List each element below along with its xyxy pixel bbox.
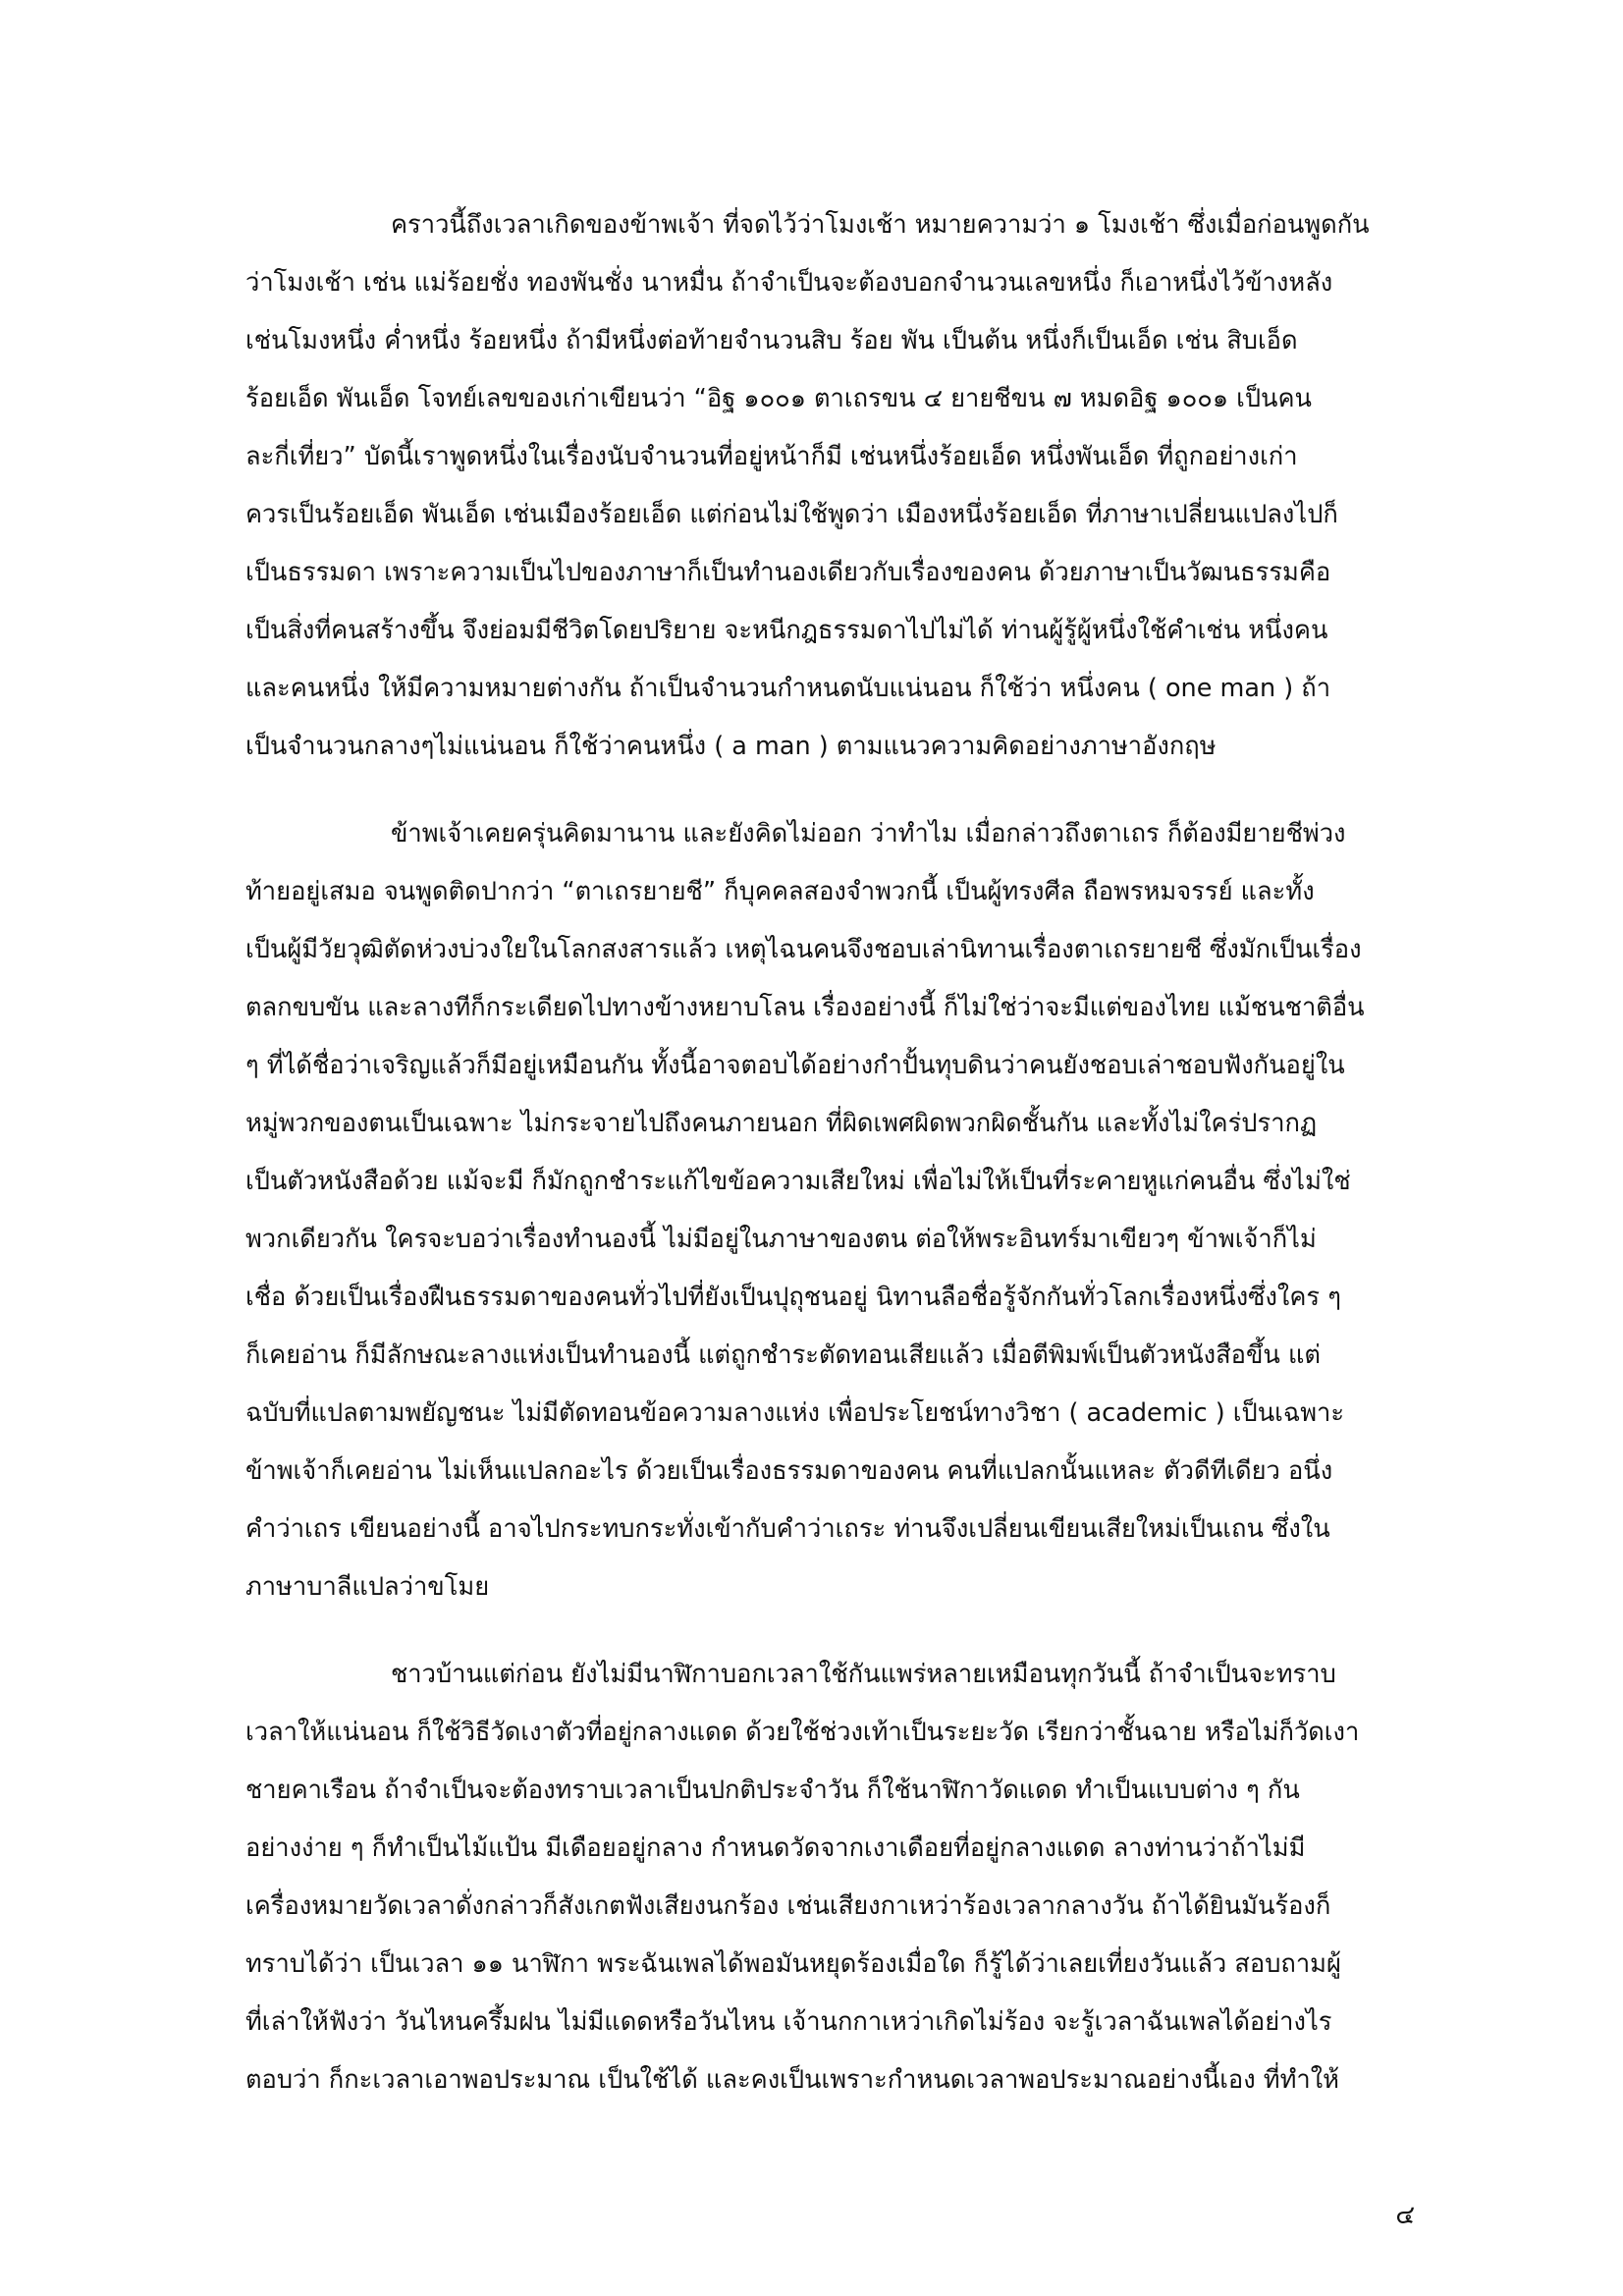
text-line: หมู่พวกของตนเป็นเฉพาะ ไม่กระจายไปถึงคนภายนอก ที่ผิดเพศผิดพวกผิดชั้นกัน และทั้งไม่ใคร่ปรากฏ xyxy=(245,1109,1318,1138)
text-line: เป็นผู้มีวัยวุฒิตัดห่วงบ่วงใยในโลกสงสารแล้ว เหตุไฉนคนจึงชอบเล่านิทานเรื่องตาเถรยายชี ซึ่งมักเป็นเรื่อง xyxy=(245,935,1362,964)
text-line: พวกเดียวกัน ใครจะบอว่าเรื่องทำนองนี้ ไม่มีอยู่ในภาษาของตน ต่อให้พระอินทร์มาเขียวๆ ข้าพเจ้าก็ไม่ xyxy=(245,1225,1317,1254)
text-line: ข้าพเจ้าเคยครุ่นคิดมานาน และยังคิดไม่ออก ว่าทำไม เมื่อกล่าวถึงตาเถร ก็ต้องมียายชีพ่วง xyxy=(391,819,1346,848)
text-line: ท้ายอยู่เสมอ จนพูดติดปากว่า “ตาเถรยายชี” ก็บุคคลสองจำพวกนี้ เป็นผู้ทรงศีล ถือพรหมจรรย์ และทั้ง xyxy=(245,877,1315,906)
page-number: ๔ xyxy=(1395,2201,1415,2230)
text-line: ควรเป็นร้อยเอ็ด พันเอ็ด เช่นเมืองร้อยเอ็ด แต่ก่อนไม่ใช้พูดว่า เมืองหนึ่งร้อยเอ็ด ที่ภาษาเปลี่ยนแปลงไปก็ xyxy=(245,500,1338,529)
text-line: ฉบับที่แปลตามพยัญชนะ ไม่มีตัดทอนข้อความลางแห่ง เพื่อประโยชน์ทางวิชา ( academic ) เป็นเฉพาะ xyxy=(245,1398,1345,1428)
text-line: คราวนี้ถึงเวลาเกิดของข้าพเจ้า ที่จดไว้ว่าโมงเช้า หมายความว่า ๑ โมงเช้า ซึ่งเมื่อก่อนพูดกัน xyxy=(391,210,1370,240)
text-line: เป็นจำนวนกลางๆไม่แน่นอน ก็ใช้ว่าคนหนึ่ง ( a man ) ตามแนวความคิดอย่างภาษาอังกฤษ xyxy=(245,732,1217,761)
text-line: ข้าพเจ้าก็เคยอ่าน ไม่เห็นแปลกอะไร ด้วยเป็นเรื่องธรรมดาของคน คนที่แปลกนั้นแหละ ตัวดีทีเดียว อนึ่ง xyxy=(245,1456,1333,1486)
text-line: ร้อยเอ็ด พันเอ็ด โจทย์เลขของเก่าเขียนว่า “อิฐ ๑๐๐๑ ตาเถรขน ๔ ยายชีขน ๗ หมดอิฐ ๑๐๐๑ เป็นคน xyxy=(245,384,1312,413)
text-line: และคนหนึ่ง ให้มีความหมายต่างกัน ถ้าเป็นจำนวนกำหนดนับแน่นอน ก็ใช้ว่า หนึ่งคน ( one man ) ถ้า xyxy=(245,674,1331,703)
text-line: ภาษาบาลีแปลว่าขโมย xyxy=(245,1572,490,1602)
body-text xyxy=(245,196,1414,2109)
text-line: เชื่อ ด้วยเป็นเรื่องฝืนธรรมดาของคนทั่วไปที่ยังเป็นปุถุชนอยู่ นิทานลือชื่อรู้จักกันทั่วโลกเรื่องหนึ่งซึ่งใคร ๆ xyxy=(245,1283,1341,1312)
paragraph-3 xyxy=(245,1646,1414,2109)
text-line: เครื่องหมายวัดเวลาดั่งกล่าวก็สังเกตฟังเสียงนกร้อง เช่นเสียงกาเหว่าร้องเวลากลางวัน ถ้าได้ยินมันร้องก็ xyxy=(245,1891,1331,1921)
text-line: ตอบว่า ก็กะเวลาเอาพอประมาณ เป็นใช้ได้ และคงเป็นเพราะกำหนดเวลาพอประมาณอย่างนี้เอง ที่ทำให้ xyxy=(245,2065,1339,2095)
text-line: อย่างง่าย ๆ ก็ทำเป็นไม้แป้น มีเดือยอยู่กลาง กำหนดวัดจากเงาเดือยที่อยู่กลางแดด ลางท่านว่าถ้าไม่มี xyxy=(245,1833,1306,1863)
text-line: เป็นธรรมดา เพราะความเป็นไปของภาษาก็เป็นทำนองเดียวกับเรื่องของคน ด้วยภาษาเป็นวัฒนธรรมคือ xyxy=(245,558,1331,587)
paragraph-2 xyxy=(245,805,1414,1616)
text-line: เป็นตัวหนังสือด้วย แม้จะมี ก็มักถูกชำระแก้ไขข้อความเสียใหม่ เพื่อไม่ให้เป็นที่ระคายหูแก่คนอื่น ซึ่งไม่ใช่ xyxy=(245,1167,1351,1196)
paragraph-spacer xyxy=(245,776,1414,805)
text-line: ชายคาเรือน ถ้าจำเป็นจะต้องทราบเวลาเป็นปกติประจำวัน ก็ใช้นาฬิกาวัดแดด ทำเป็นแบบต่าง ๆ กัน xyxy=(245,1776,1300,1805)
text-line: คำว่าเถร เขียนอย่างนี้ อาจไปกระทบกระทั่งเข้ากับคำว่าเถระ ท่านจึงเปลี่ยนเขียนเสียใหม่เป็นเถน ซึ่งใน xyxy=(245,1514,1330,1544)
text-line: เช่นโมงหนึ่ง ค่ำหนึ่ง ร้อยหนึ่ง ถ้ามีหนึ่งต่อท้ายจำนวนสิบ ร้อย พัน เป็นต้น หนึ่งก็เป็นเอ็ด เช่น สิบเอ็ด xyxy=(245,326,1298,355)
text-line: ที่เล่าให้ฟังว่า วันไหนครึ้มฝน ไม่มีแดดหรือวันไหน เจ้านกกาเหว่าเกิดไม่ร้อง จะรู้เวลาฉันเพลได้อย่างไร xyxy=(245,2007,1332,2037)
text-line: ละกี่เที่ยว” บัดนี้เราพูดหนึ่งในเรื่องนับจำนวนที่อยู่หน้าก็มี เช่นหนึ่งร้อยเอ็ด หนึ่งพันเอ็ด ที่ถูกอย่างเก่า xyxy=(245,442,1298,471)
paragraph-spacer xyxy=(245,1616,1414,1646)
text-line: ๆ ที่ได้ชื่อว่าเจริญแล้วก็มีอยู่เหมือนกัน ทั้งนี้อาจตอบได้อย่างกำปั้นทุบดินว่าคนยังชอบเล่าชอบฟังกันอยู่ใน xyxy=(245,1051,1345,1080)
text-line: ชาวบ้านแต่ก่อน ยังไม่มีนาฬิกาบอกเวลาใช้กันแพร่หลายเหมือนทุกวันนี้ ถ้าจำเป็นจะทราบ xyxy=(391,1660,1336,1689)
text-line: ว่าโมงเช้า เช่น แม่ร้อยชั่ง ทองพันชั่ง นาหมื่น ถ้าจำเป็นจะต้องบอกจำนวนเลขหนึ่ง ก็เอาหนึ่งไว้ข้างหลัง xyxy=(245,268,1333,298)
text-line: เวลาให้แน่นอน ก็ใช้วิธีวัดเงาตัวที่อยู่กลางแดด ด้วยใช้ช่วงเท้าเป็นระยะวัด เรียกว่าชั้นฉาย หรือไม่ก็วัดเงา xyxy=(245,1718,1360,1747)
text-line: ตลกขบขัน และลางทีก็กระเดียดไปทางข้างหยาบโลน เรื่องอย่างนี้ ก็ไม่ใช่ว่าจะมีแต่ของไทย แม้ชนชาติอื่น xyxy=(245,993,1365,1022)
text-line: ทราบได้ว่า เป็นเวลา ๑๑ นาฬิกา พระฉันเพลได้พอมันหยุดร้องเมื่อใด ก็รู้ได้ว่าเลยเที่ยงวันแล้ว สอบถามผู้ xyxy=(245,1949,1341,1979)
paragraph-1 xyxy=(245,196,1414,776)
text-line: เป็นสิ่งที่คนสร้างขึ้น จึงย่อมมีชีวิตโดยปริยาย จะหนีกฎธรรมดาไปไม่ได้ ท่านผู้รู้ผู้หนึ่งใช้คำเช่น หนึ่งคน xyxy=(245,616,1328,645)
text-line: ก็เคยอ่าน ก็มีลักษณะลางแห่งเป็นทำนองนี้ แต่ถูกชำระตัดทอนเสียแล้ว เมื่อตีพิมพ์เป็นตัวหนังสือขึ้น แต่ xyxy=(245,1340,1321,1370)
